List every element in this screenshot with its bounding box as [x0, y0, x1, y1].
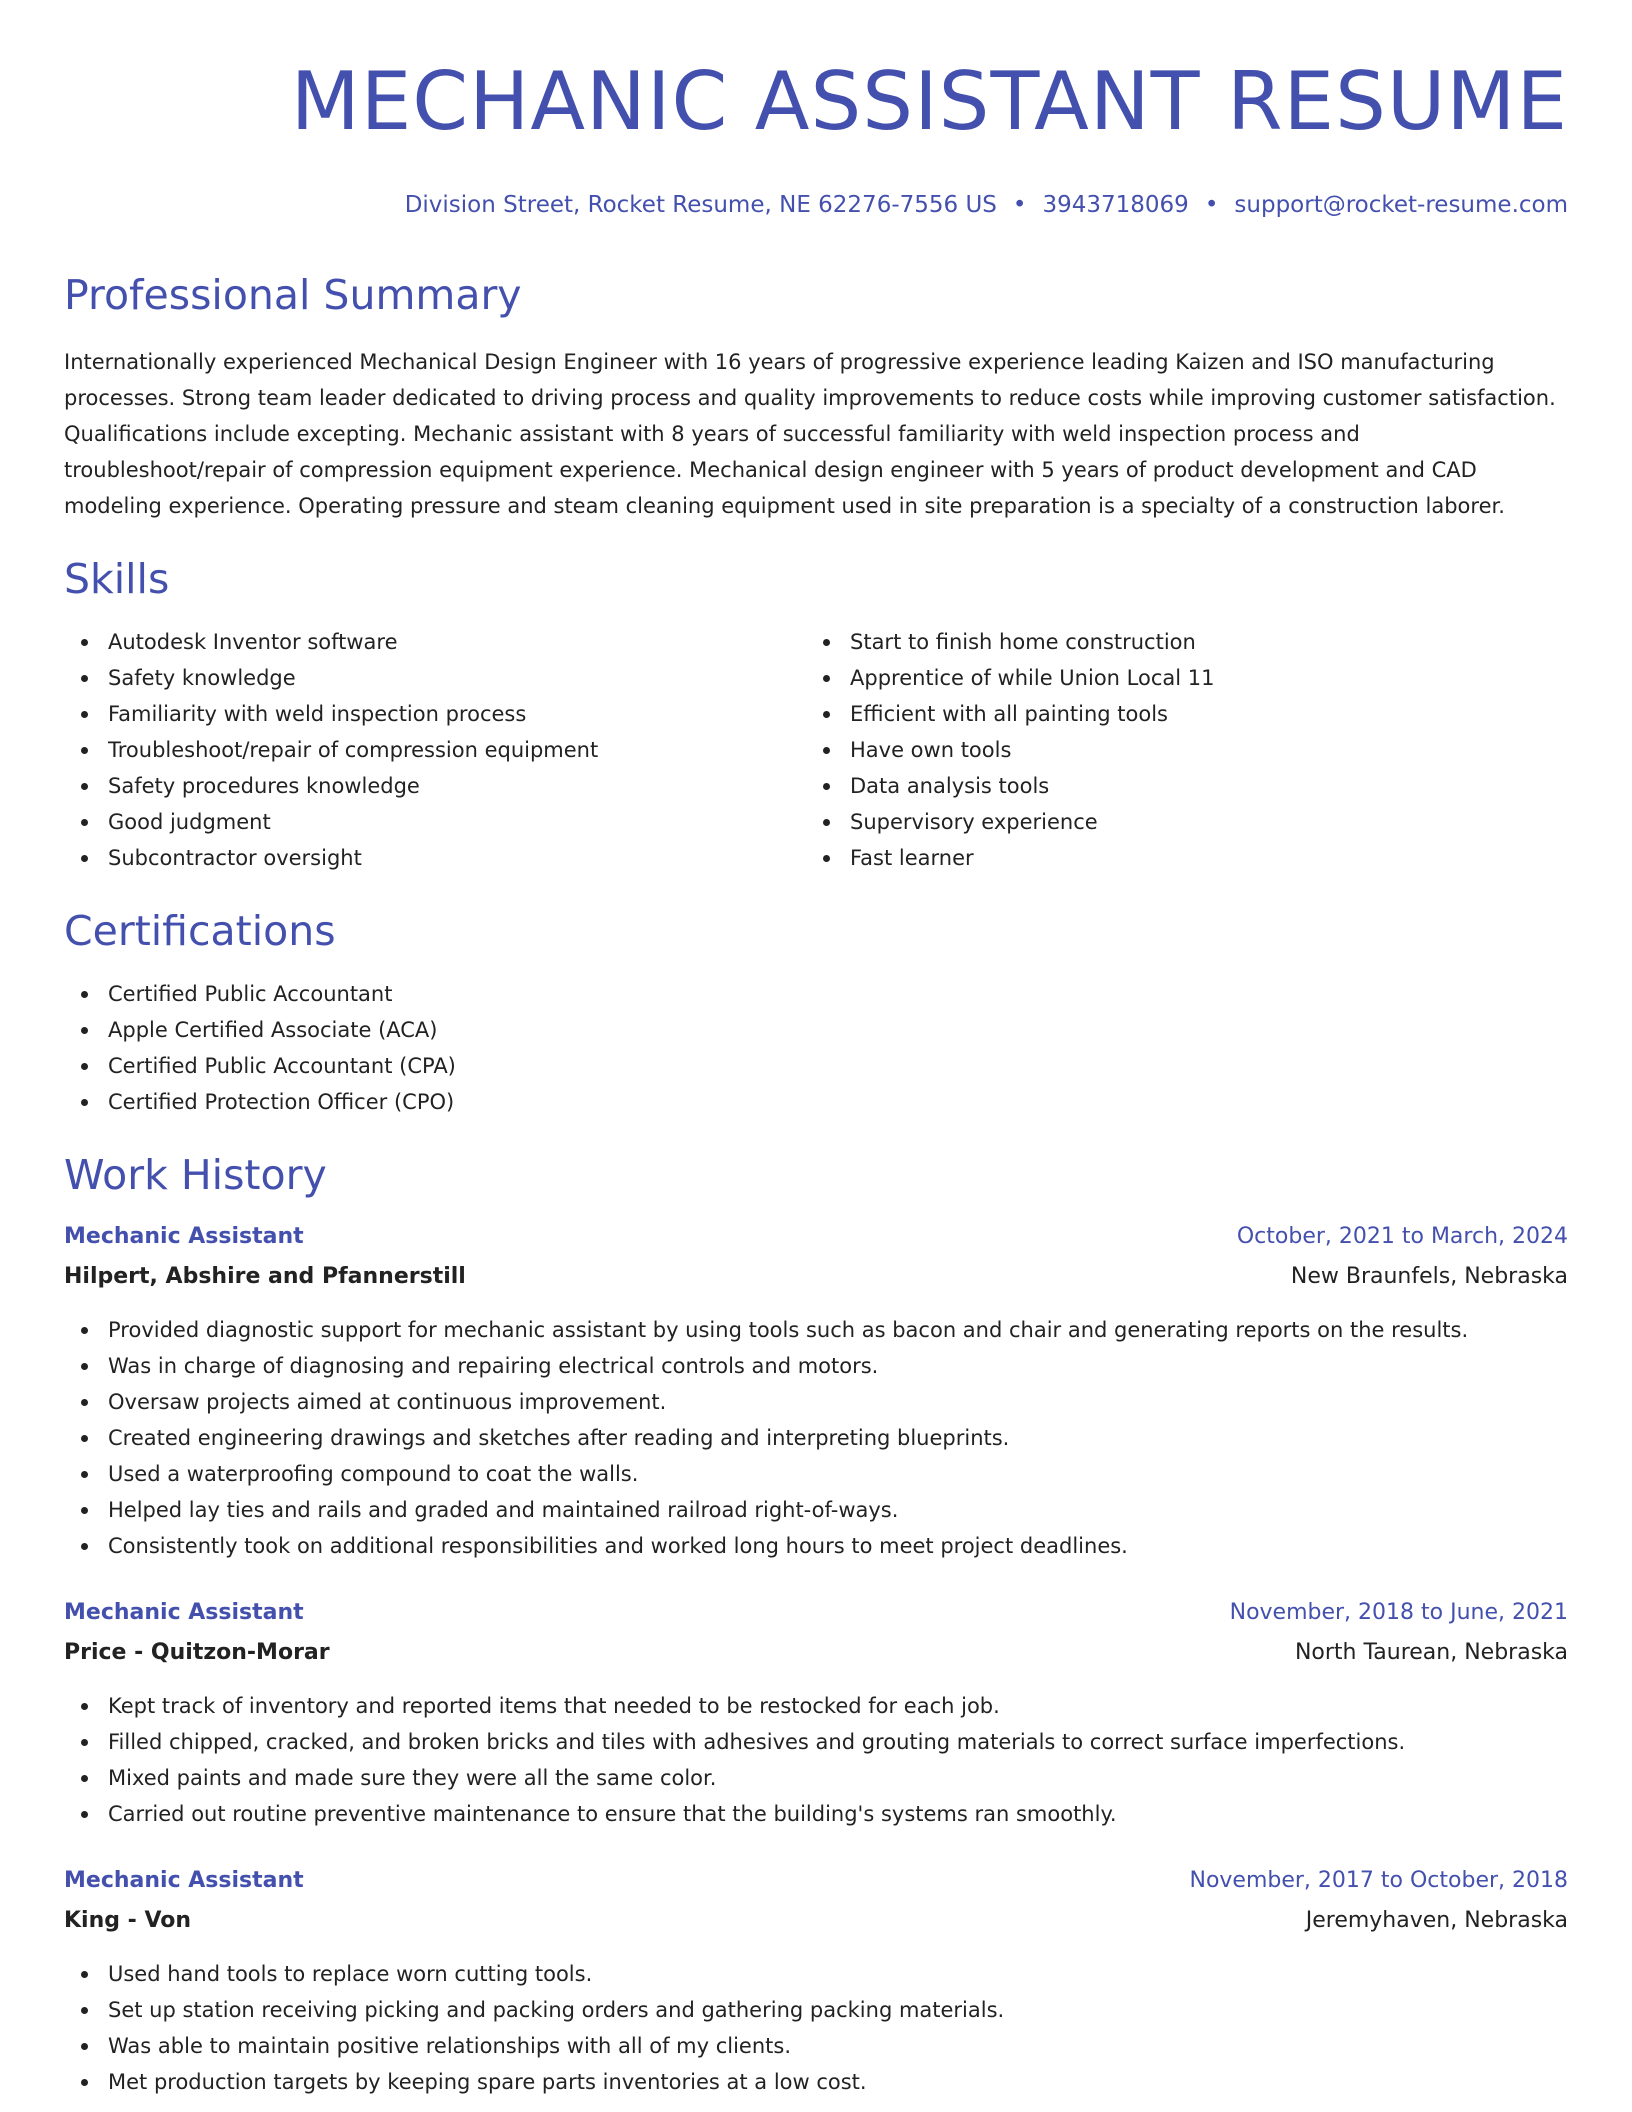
contact-address: Division Street, Rocket Resume, NE 62276-7556 US	[404, 192, 997, 218]
job-title: Mechanic Assistant	[64, 1868, 304, 1893]
skills-section	[64, 554, 1568, 876]
contact-phone[interactable]: 3943718069	[1042, 192, 1189, 218]
skill-item: Safety procedures knowledge	[64, 768, 806, 804]
job-list	[64, 1222, 1568, 2100]
professional-summary-section	[64, 270, 1568, 524]
professional-summary-text: Internationally experienced Mechanical Design Engineer with 16 years of progressive experience leading Kaizen and ISO manufacturing processes. Strong team leader dedicated to driving process and quality improvements to reduce costs while improving customer satisfaction. Qualifications include excepting. Mechanic assistant with 8 years of successful familiarity with weld inspection process and troubleshoot/repair of compression equipment experience. Mechanical design engineer with 5 years of product development and CAD modeling experience. Operating pressure and steam cleaning equipment used in site preparation is a specialty of a construction laborer.	[64, 350, 1556, 518]
job-duty-item: Helped lay ties and rails and graded and maintained railroad right-of-ways.	[64, 1492, 1568, 1528]
skill-item: Start to finish home construction	[806, 624, 1548, 660]
skill-item: Subcontractor oversight	[64, 840, 806, 876]
job-title-row	[64, 1598, 1568, 1628]
skill-item: Apprentice of while Union Local 11	[806, 660, 1548, 696]
contact-separator: •	[1204, 192, 1219, 218]
job-company: Price - Quitzon-Morar	[64, 1640, 330, 1665]
job-title: Mechanic Assistant	[64, 1224, 304, 1249]
certifications-heading: Certifications	[64, 907, 336, 955]
skills-list-right	[806, 624, 1548, 876]
contact-separator: •	[1012, 192, 1027, 218]
job-duty-item: Oversaw projects aimed at continuous improvement.	[64, 1384, 1568, 1420]
job-company: Hilpert, Abshire and Pfannerstill	[64, 1264, 466, 1289]
skill-item: Efficient with all painting tools	[806, 696, 1548, 732]
job-dates: October, 2021 to March, 2024	[1236, 1224, 1568, 1249]
skill-item: Data analysis tools	[806, 768, 1548, 804]
resume-title: MECHANIC ASSISTANT RESUME	[290, 55, 1568, 148]
job-company: King - Von	[64, 1908, 192, 1933]
certifications-list	[64, 976, 1568, 1120]
resume-header	[64, 54, 1568, 220]
job-dates: November, 2017 to October, 2018	[1189, 1868, 1568, 1893]
skills-heading: Skills	[64, 555, 170, 603]
job-location: New Braunfels, Nebraska	[1290, 1264, 1568, 1289]
job-duty-item: Created engineering drawings and sketches after reading and interpreting blueprints.	[64, 1420, 1568, 1456]
work-history-heading: Work History	[64, 1151, 327, 1199]
skill-item: Autodesk Inventor software	[64, 624, 806, 660]
job-duty-item: Met production targets by keeping spare parts inventories at a low cost.	[64, 2064, 1568, 2100]
job-location: Jeremyhaven, Nebraska	[1305, 1908, 1568, 1933]
job-entry	[64, 1222, 1568, 1564]
contact-email-link[interactable]: support@rocket-resume.com	[1234, 192, 1568, 218]
job-duty-item: Set up station receiving picking and packing orders and gathering packing materials.	[64, 1992, 1568, 2028]
contact-line	[64, 190, 1568, 220]
certification-item: Certified Public Accountant (CPA)	[64, 1048, 1568, 1084]
job-company-row	[64, 1906, 1568, 1936]
job-company-row	[64, 1262, 1568, 1292]
skills-columns	[64, 624, 1568, 876]
job-location: North Taurean, Nebraska	[1294, 1640, 1568, 1665]
skill-item: Have own tools	[806, 732, 1548, 768]
job-title-row	[64, 1222, 1568, 1252]
job-duties-list	[64, 1312, 1568, 1564]
job-dates: November, 2018 to June, 2021	[1229, 1600, 1568, 1625]
resume-page	[64, 0, 1568, 2100]
job-title-row	[64, 1866, 1568, 1896]
job-duty-item: Was in charge of diagnosing and repairing electrical controls and motors.	[64, 1348, 1568, 1384]
job-duty-item: Filled chipped, cracked, and broken bricks and tiles with adhesives and grouting materials to correct surface imperfections.	[64, 1724, 1568, 1760]
job-duty-item: Used a waterproofing compound to coat the walls.	[64, 1456, 1568, 1492]
skill-item: Troubleshoot/repair of compression equipment	[64, 732, 806, 768]
job-duty-item: Used hand tools to replace worn cutting tools.	[64, 1956, 1568, 1992]
job-duty-item: Consistently took on additional responsibilities and worked long hours to meet project deadlines.	[64, 1528, 1568, 1564]
job-company-row	[64, 1638, 1568, 1668]
job-duty-item: Carried out routine preventive maintenance to ensure that the building's systems ran smoothly.	[64, 1796, 1568, 1832]
job-entry	[64, 1866, 1568, 2100]
certification-item: Certified Public Accountant	[64, 976, 1568, 1012]
work-history-section	[64, 1150, 1568, 2100]
job-duties-list	[64, 1688, 1568, 1832]
job-duty-item: Kept track of inventory and reported items that needed to be restocked for each job.	[64, 1688, 1568, 1724]
certification-item: Apple Certified Associate (ACA)	[64, 1012, 1568, 1048]
job-duty-item: Provided diagnostic support for mechanic assistant by using tools such as bacon and chair and generating reports on the results.	[64, 1312, 1568, 1348]
certification-item: Certified Protection Officer (CPO)	[64, 1084, 1568, 1120]
job-duty-item: Was able to maintain positive relationships with all of my clients.	[64, 2028, 1568, 2064]
job-duty-item: Mixed paints and made sure they were all the same color.	[64, 1760, 1568, 1796]
professional-summary-heading: Professional Summary	[64, 271, 522, 319]
job-duties-list	[64, 1956, 1568, 2100]
skill-item: Good judgment	[64, 804, 806, 840]
skill-item: Supervisory experience	[806, 804, 1548, 840]
skills-list-left	[64, 624, 806, 876]
certifications-section	[64, 906, 1568, 1120]
job-entry	[64, 1598, 1568, 1832]
skill-item: Safety knowledge	[64, 660, 806, 696]
job-title: Mechanic Assistant	[64, 1600, 304, 1625]
skill-item: Fast learner	[806, 840, 1548, 876]
skill-item: Familiarity with weld inspection process	[64, 696, 806, 732]
